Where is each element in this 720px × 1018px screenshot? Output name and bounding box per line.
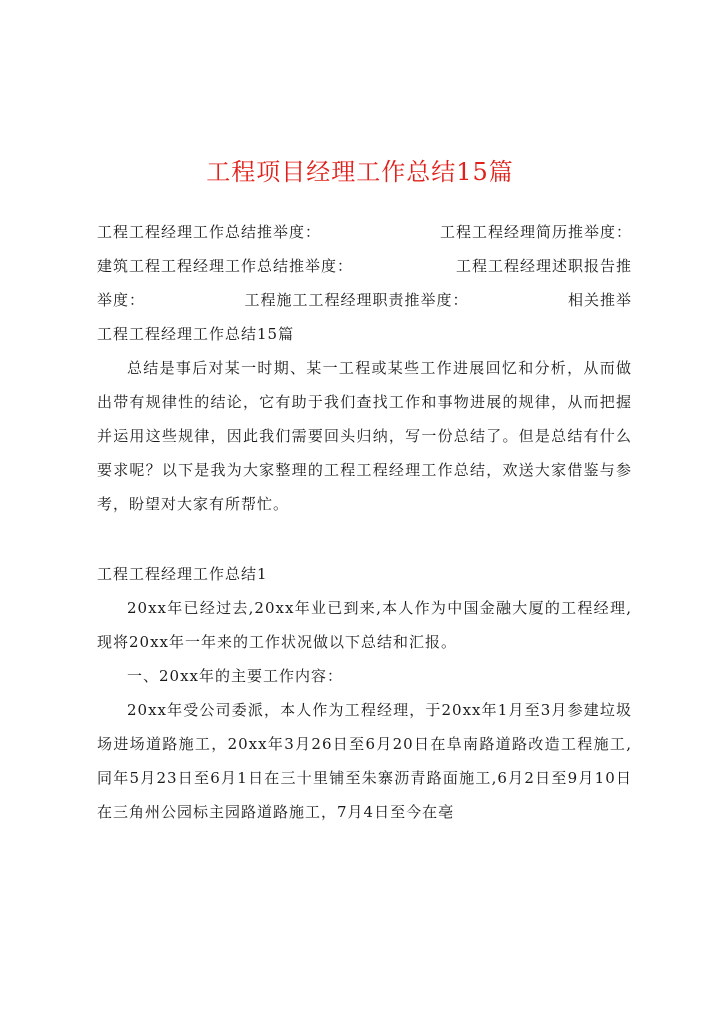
related-link-summary-15[interactable]: 工程工程经理工作总结15篇: [97, 325, 295, 343]
section-paragraph-1: 20xx年已经过去,20xx年业已到来,本人作为中国金融大厦的工程经理,现将20xx年一年来的工作状况做以下总结和汇报。: [97, 599, 632, 651]
recommend-link-building-summary[interactable]: 建筑工程工程经理工作总结推举度：: [97, 257, 354, 275]
recommend-line-2: [97, 249, 632, 283]
recommend-line-4: [97, 317, 632, 351]
page-title: 工程项目经理工作总结15篇: [206, 158, 514, 186]
intro-paragraph: 总结是事后对某一时期、某一工程或某些工作进展回忆和分析，从而做出带有规律性的结论，它有助于我们查找工作和事物进展的规律，从而把握并运用这些规律，因此我们需要回头归纳，写一份总结了。但是总结有什么要求呢？以下是我为大家整理的工程工程经理工作总结，欢送大家借鉴与参考，盼望对大家有所帮忙。: [97, 359, 632, 513]
recommend-line-3: [97, 283, 632, 317]
recommend-link-resume[interactable]: 工程工程经理简历推举度：: [439, 223, 632, 241]
section-paragraph-2: 20xx年受公司委派，本人作为工程经理，于20xx年1月至3月参建垃圾场进场道路施工，20xx年3月26日至6月20日在阜南路道路改造工程施工,同年5月23日至6月1日在三十里铺至朱寨沥青路面施工,6月2日至9月10日在三角州公园标主园路道路施工，7月4日至今在亳: [97, 701, 632, 821]
recommend-link-work-summary[interactable]: 工程工程经理工作总结推举度：: [97, 223, 322, 241]
section-subheading: 一、20xx年的主要工作内容：: [127, 667, 344, 685]
recommend-link-duties[interactable]: 工程施工工程经理职责推举度：: [244, 291, 469, 309]
recommend-link-report[interactable]: 工程工程经理述职报告推: [455, 257, 632, 275]
recommend-line-1: [97, 215, 632, 249]
related-recommend-label: 相关推举: [567, 291, 632, 309]
section-heading: 工程工程经理工作总结1: [97, 565, 268, 583]
recommend-rating-label: 举度：: [97, 291, 146, 309]
document-body: [97, 215, 632, 829]
